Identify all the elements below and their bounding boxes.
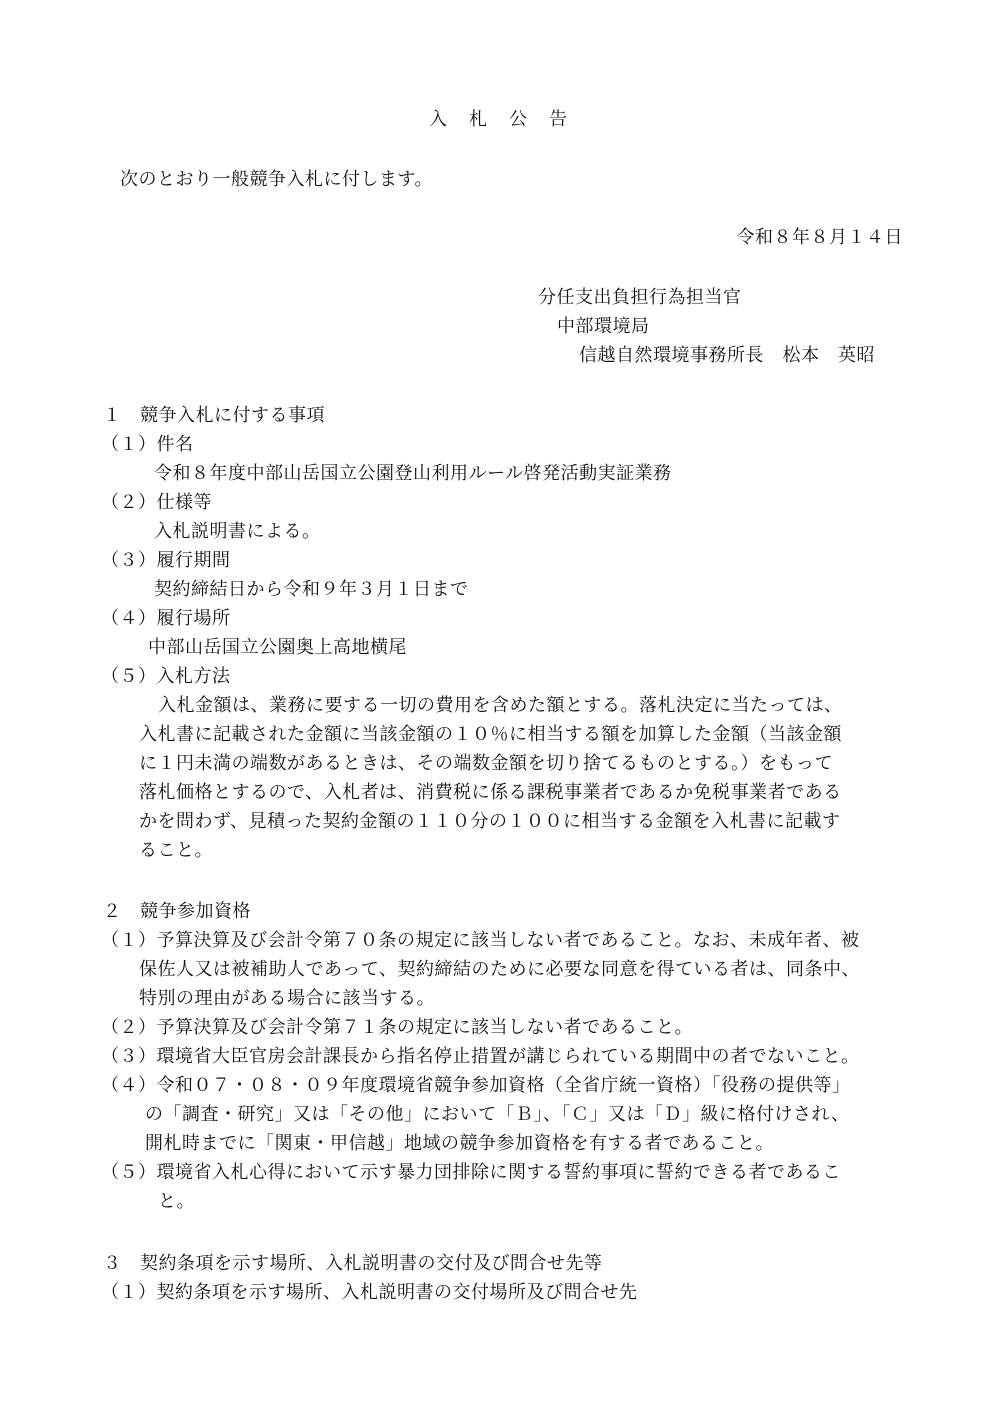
document-title	[429, 108, 567, 132]
item-1-4-label: （４）履行場所	[101, 608, 231, 629]
intro-text: 次のとおり一般競争入札に付します。	[120, 169, 434, 190]
item-2-5-line: と。	[158, 1191, 195, 1212]
item-2-5-line: （５）環境省入札心得において示す暴力団排除に関する誓約事項に誓約できる者であるこ	[101, 1162, 841, 1183]
item-1-1-body: 令和８年度中部山岳国立公園登山利用ルール啓発活動実証業務	[154, 463, 672, 484]
item-1-5-body-line: に１円未満の端数があるときは、その端数金額を切り捨てるものとする。）をもって	[139, 753, 833, 774]
item-1-5-body-line: 入札金額は、業務に要する一切の費用を含めた額とする。落札決定に当たっては、	[158, 695, 843, 716]
title-char: 公	[509, 109, 527, 130]
title-char: 札	[469, 109, 487, 130]
item-3-1: （１）契約条項を示す場所、入札説明書の交付場所及び問合せ先	[101, 1282, 638, 1303]
section-2-heading: ２ 競争参加資格	[103, 901, 251, 922]
item-1-4-body: 中部山岳国立公園奥上高地横尾	[148, 637, 407, 658]
title-char: 告	[549, 109, 567, 130]
section-1-heading: １ 競争入札に付する事項	[103, 405, 325, 426]
item-1-5-body-line: 落札価格とするので、入札者は、消費税に係る課税事業者であるか免税事業者である	[139, 782, 842, 803]
item-2-4-line: の「調査・研究」又は「その他」において「Ｂ」、「Ｃ」又は「Ｄ」級に格付けされ、	[145, 1104, 850, 1125]
item-1-5-body-line: ること。	[139, 840, 213, 861]
item-1-2-label: （２）仕様等	[101, 492, 212, 513]
item-2-3: （３）環境省大臣官房会計課長から指名停止措置が講じられている期間中の者でないこと。	[101, 1046, 860, 1067]
section-3-heading: ３ 契約条項を示す場所、入札説明書の交付及び問合せ先等	[103, 1253, 603, 1274]
item-1-5-label: （５）入札方法	[101, 666, 231, 687]
item-2-4-line: （４）令和０７・０８・０９年度環境省競争参加資格（全省庁統一資格）「役務の提供等」	[101, 1075, 851, 1096]
item-1-3-label: （３）履行期間	[101, 550, 231, 571]
item-1-5-body-line: かを問わず、見積った契約金額の１１０分の１００に相当する金額を入札書に記載す	[139, 811, 841, 832]
issuer-bureau: 中部環境局	[557, 316, 650, 337]
item-2-1-line: 特別の理由がある場合に該当する。	[139, 988, 435, 1009]
item-1-3-body: 契約締結日から令和９年３月１日まで	[154, 579, 469, 600]
issuer-office-name: 信越自然環境事務所長 松本 英昭	[579, 345, 875, 366]
item-1-2-body: 入札説明書による。	[154, 521, 321, 542]
item-2-1-line: 保佐人又は被補助人であって、契約締結のために必要な同意を得ている者は、同条中、	[139, 959, 860, 980]
document-date: 令和８年８月１４日	[736, 227, 903, 248]
item-2-4-line: 開札時までに「関東・甲信越」地域の競争参加資格を有する者であること。	[145, 1133, 774, 1154]
item-2-1-line: （１）予算決算及び会計令第７０条の規定に該当しない者であること。なお、未成年者、被	[101, 930, 860, 951]
item-1-5-body-line: 入札書に記載された金額に当該金額の１０％に相当する額を加算した金額（当該金額	[139, 724, 842, 745]
issuer-title: 分任支出負担行為担当官	[538, 287, 742, 308]
item-2-2: （２）予算決算及び会計令第７１条の規定に該当しない者であること。	[101, 1017, 693, 1038]
item-1-1-label: （１）件名	[101, 434, 194, 455]
title-char: 入	[429, 109, 447, 130]
